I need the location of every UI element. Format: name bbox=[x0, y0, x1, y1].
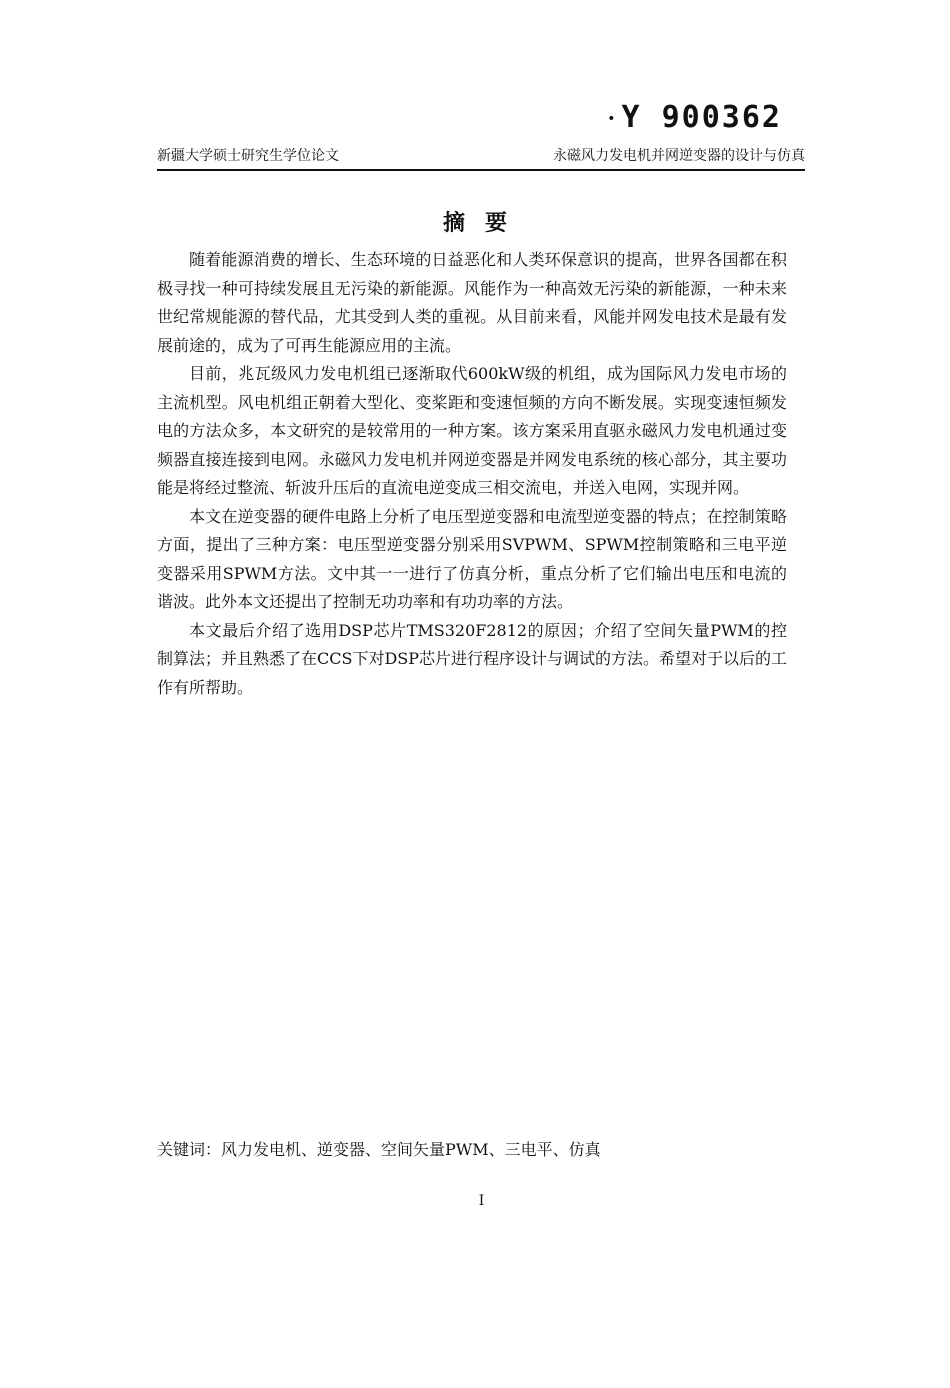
abstract-paragraph: 本文最后介绍了选用DSP芯片TMS320F2812的原因；介绍了空间矢量PWM的控制算法；并且熟悉了在CCS下对DSP芯片进行程序设计与调试的方法。希望对于以后的工作有所帮助。 bbox=[157, 620, 788, 697]
running-header bbox=[157, 147, 805, 171]
abstract-title: 摘要 bbox=[442, 210, 527, 236]
abstract-body bbox=[157, 246, 787, 702]
abstract-paragraph: 本文在逆变器的硬件电路上分析了电压型逆变器和电流型逆变器的特点；在控制策略方面，提出了三种方案：电压型逆变器分别采用SVPWM、SPWM控制策略和三电平逆变器采用SPWM方法。文中其一一进行了仿真分析，重点分析了它们输出电压和电流的谐波。此外本文还提出了控制无功功率和有功功率的方法。 bbox=[157, 506, 787, 611]
abstract-paragraph: 随着能源消费的增长、生态环境的日益恶化和人类环保意识的提高，世界各国都在积极寻找一种可持续发展且无污染的新能源。风能作为一种高效无污染的新能源，一种未来世纪常规能源的替代品，尤其受到人类的重视。从目前来看，风能并网发电技术是最有发展前途的，成为了可再生能源应用的主流。 bbox=[157, 250, 787, 355]
header-thesis-title: 永磁风力发电机并网逆变器的设计与仿真 bbox=[553, 148, 805, 164]
archive-stamp bbox=[607, 100, 782, 135]
stamp-code: Y 900362 bbox=[621, 100, 782, 135]
stamp-mark: • bbox=[607, 110, 618, 127]
header-university: 新疆大学硕士研究生学位论文 bbox=[157, 148, 339, 164]
abstract-paragraph: 目前，兆瓦级风力发电机组已逐渐取代600kW级的机组，成为国际风力发电市场的主流机型。风电机组正朝着大型化、变桨距和变速恒频的方向不断发展。实现变速恒频发电的方法众多，本文研究的是较常用的一种方案。该方案采用直驱永磁风力发电机通过变频器直接连接到电网。永磁风力发电机并网逆变器是并网发电系统的核心部分，其主要功能是将经过整流、斩波升压后的直流电逆变成三相交流电，并送入电网，实现并网。 bbox=[157, 364, 787, 497]
page-number: I bbox=[478, 1193, 485, 1209]
keywords-line: 关键词：风力发电机、逆变器、空间矢量PWM、三电平、仿真 bbox=[157, 1140, 601, 1159]
